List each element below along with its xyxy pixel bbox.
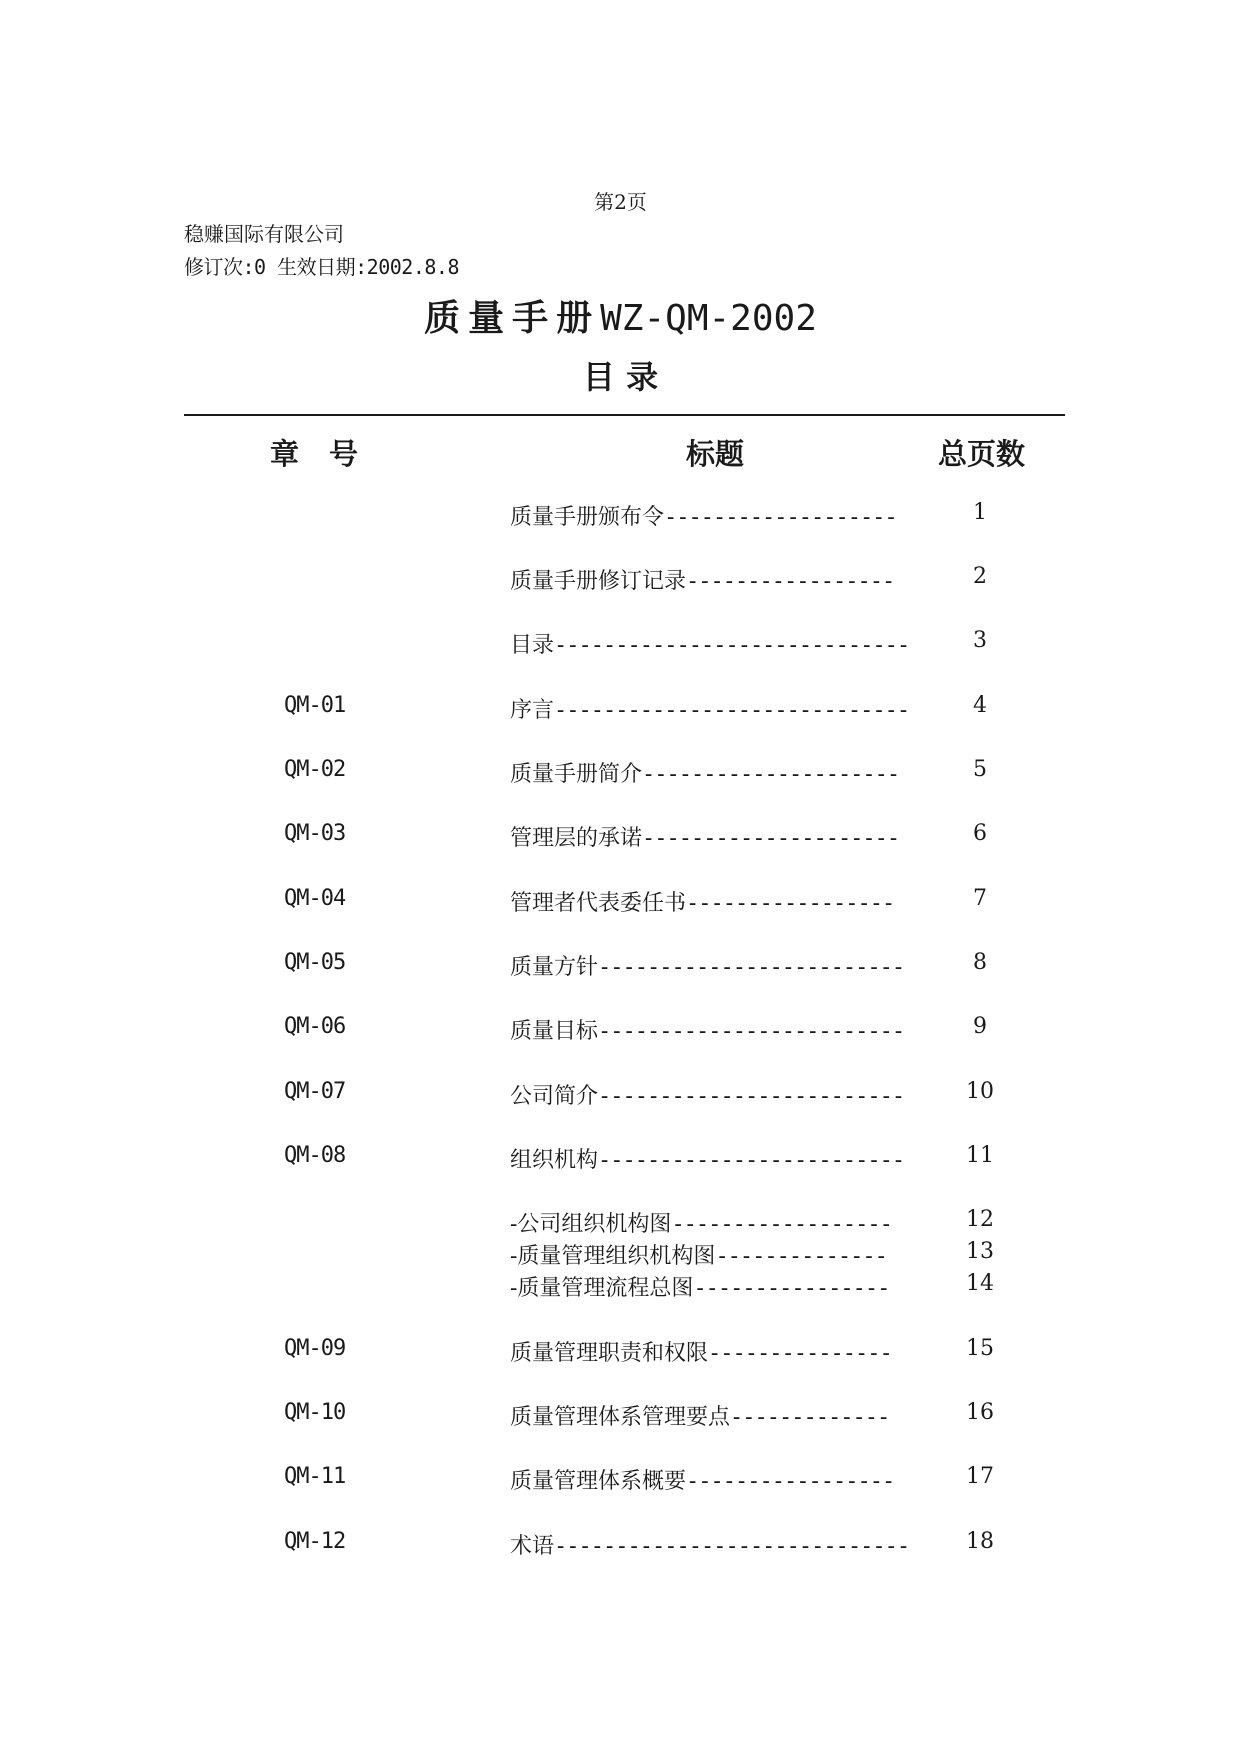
toc-entry-text: -公司组织机构图 (510, 1212, 672, 1237)
toc-page-count: 3 (973, 628, 987, 653)
toc-dash-leader: ----------------- (686, 1469, 895, 1494)
toc-dash-leader: ------------------- (664, 505, 897, 530)
toc-entry-text: 管理者代表委任书 (510, 891, 687, 916)
toc-chapter-code: QM-01 (284, 693, 346, 718)
toc-dash-leader: --------------------- (642, 826, 900, 851)
toc-entry-title (510, 564, 926, 595)
toc-chapter-code: QM-05 (284, 950, 346, 975)
toc-chapter-code: QM-04 (284, 886, 346, 911)
toc-entry-title (510, 1464, 926, 1495)
document-title (0, 290, 1241, 341)
toc-entry-title (510, 500, 926, 531)
toc-entry-title (510, 950, 926, 981)
toc-entry-text: 术语 (510, 1534, 555, 1559)
toc-chapter-code: QM-02 (284, 757, 346, 782)
toc-entry-text: 管理层的承诺 (510, 826, 643, 851)
toc-row (0, 628, 1241, 658)
toc-entry-text: 质量管理体系概要 (510, 1469, 687, 1494)
toc-dash-leader: ------------------------- (598, 1148, 905, 1173)
toc-row (0, 1143, 1241, 1173)
toc-page-count: 1 (973, 500, 987, 525)
toc-row (0, 821, 1241, 851)
toc-row (0, 500, 1241, 530)
toc-dash-leader: -------------- (715, 1244, 887, 1269)
toc-row (0, 1239, 1241, 1269)
toc-page-count: 16 (966, 1400, 994, 1425)
toc-row (0, 1529, 1241, 1559)
toc-chapter-code: QM-11 (284, 1464, 346, 1489)
toc-dash-leader: ------------------------- (598, 1019, 905, 1044)
toc-entry-text: 质量管理职责和权限 (510, 1341, 709, 1366)
toc-row (0, 1464, 1241, 1494)
toc-dash-leader: ----------------------------- (554, 1534, 910, 1559)
toc-entry-text: 质量手册颁布令 (510, 505, 665, 530)
toc-dash-leader: --------------------- (642, 762, 900, 787)
toc-title: 目 录 (582, 358, 659, 396)
toc-dash-leader: ------------- (730, 1405, 890, 1430)
toc-chapter-code: QM-03 (284, 821, 346, 846)
toc-row (0, 1207, 1241, 1237)
toc-entry-title (510, 821, 926, 852)
toc-page-count: 8 (973, 950, 987, 975)
toc-entry-title (510, 628, 926, 659)
toc-entry-title (510, 1336, 926, 1367)
toc-dash-leader: ---------------- (693, 1276, 890, 1301)
toc-page-count: 17 (966, 1464, 994, 1489)
toc-dash-leader: ------------------ (671, 1212, 892, 1237)
toc-page-count: 11 (966, 1143, 994, 1168)
company-name: 稳赚国际有限公司 (184, 222, 344, 246)
toc-dash-leader: ----------------------------- (554, 633, 910, 658)
toc-page-count: 5 (973, 757, 987, 782)
toc-row (0, 886, 1241, 916)
column-header-title: 标题 (686, 437, 745, 471)
toc-row (0, 1079, 1241, 1109)
toc-row (0, 1271, 1241, 1301)
toc-entry-title (510, 1143, 926, 1174)
toc-page-count: 2 (973, 564, 987, 589)
toc-page-count: 12 (966, 1207, 994, 1232)
toc-row (0, 693, 1241, 723)
toc-dash-leader: ------------------------- (598, 1084, 905, 1109)
toc-entry-title (510, 693, 926, 724)
toc-entry-text: -质量管理组织机构图 (510, 1244, 716, 1269)
toc-dash-leader: --------------- (708, 1341, 892, 1366)
toc-page-count: 7 (973, 886, 987, 911)
page-number: 第2页 (594, 190, 647, 214)
toc-chapter-code: QM-06 (284, 1014, 346, 1039)
toc-entry-text: 质量手册简介 (510, 762, 643, 787)
toc-entry-text: -质量管理流程总图 (510, 1276, 694, 1301)
column-header-chapter: 章号 (270, 437, 389, 471)
toc-page-count: 15 (966, 1336, 994, 1361)
header-rule (184, 414, 1065, 416)
toc-row (0, 1014, 1241, 1044)
document-title-cn: 质量手册 (424, 297, 601, 339)
toc-entry-text: 组织机构 (510, 1148, 599, 1173)
toc-row (0, 1336, 1241, 1366)
document-code: WZ-QM-2002 (600, 298, 817, 339)
toc-dash-leader: ------------------------- (598, 955, 905, 980)
toc-chapter-code: QM-09 (284, 1336, 346, 1361)
toc-entry-title (510, 757, 926, 788)
toc-entry-text: 质量手册修订记录 (510, 569, 687, 594)
toc-chapter-code: QM-08 (284, 1143, 346, 1168)
toc-chapter-code: QM-10 (284, 1400, 346, 1425)
toc-entry-text: 质量管理体系管理要点 (510, 1405, 731, 1430)
toc-dash-leader: ----------------- (686, 569, 895, 594)
toc-entry-title (510, 1271, 926, 1302)
toc-entry-title (510, 1239, 926, 1270)
column-header-pages: 总页数 (938, 437, 1026, 471)
toc-page-count: 4 (973, 693, 987, 718)
toc-entry-text: 公司简介 (510, 1084, 599, 1109)
toc-chapter-code: QM-12 (284, 1529, 346, 1554)
toc-row (0, 950, 1241, 980)
toc-entry-title (510, 1014, 926, 1045)
toc-entry-text: 序言 (510, 698, 555, 723)
toc-row (0, 564, 1241, 594)
toc-entry-text: 目录 (510, 633, 555, 658)
toc-dash-leader: ----------------------------- (554, 698, 910, 723)
toc-row (0, 757, 1241, 787)
toc-page-count: 9 (973, 1014, 987, 1039)
toc-entry-title (510, 1529, 926, 1560)
toc-page-count: 14 (966, 1271, 994, 1296)
toc-dash-leader: ----------------- (686, 891, 895, 916)
revision-info: 修订次:0 生效日期:2002.8.8 (184, 255, 459, 279)
toc-entry-title (510, 1207, 926, 1238)
toc-entry-text: 质量目标 (510, 1019, 599, 1044)
toc-entry-title (510, 1400, 926, 1431)
toc-page-count: 13 (966, 1239, 994, 1264)
toc-page-count: 18 (966, 1529, 994, 1554)
toc-row (0, 1400, 1241, 1430)
toc-page-count: 6 (973, 821, 987, 846)
toc-entry-text: 质量方针 (510, 955, 599, 980)
toc-page-count: 10 (966, 1079, 994, 1104)
toc-entry-title (510, 886, 926, 917)
toc-entry-title (510, 1079, 926, 1110)
toc-chapter-code: QM-07 (284, 1079, 346, 1104)
